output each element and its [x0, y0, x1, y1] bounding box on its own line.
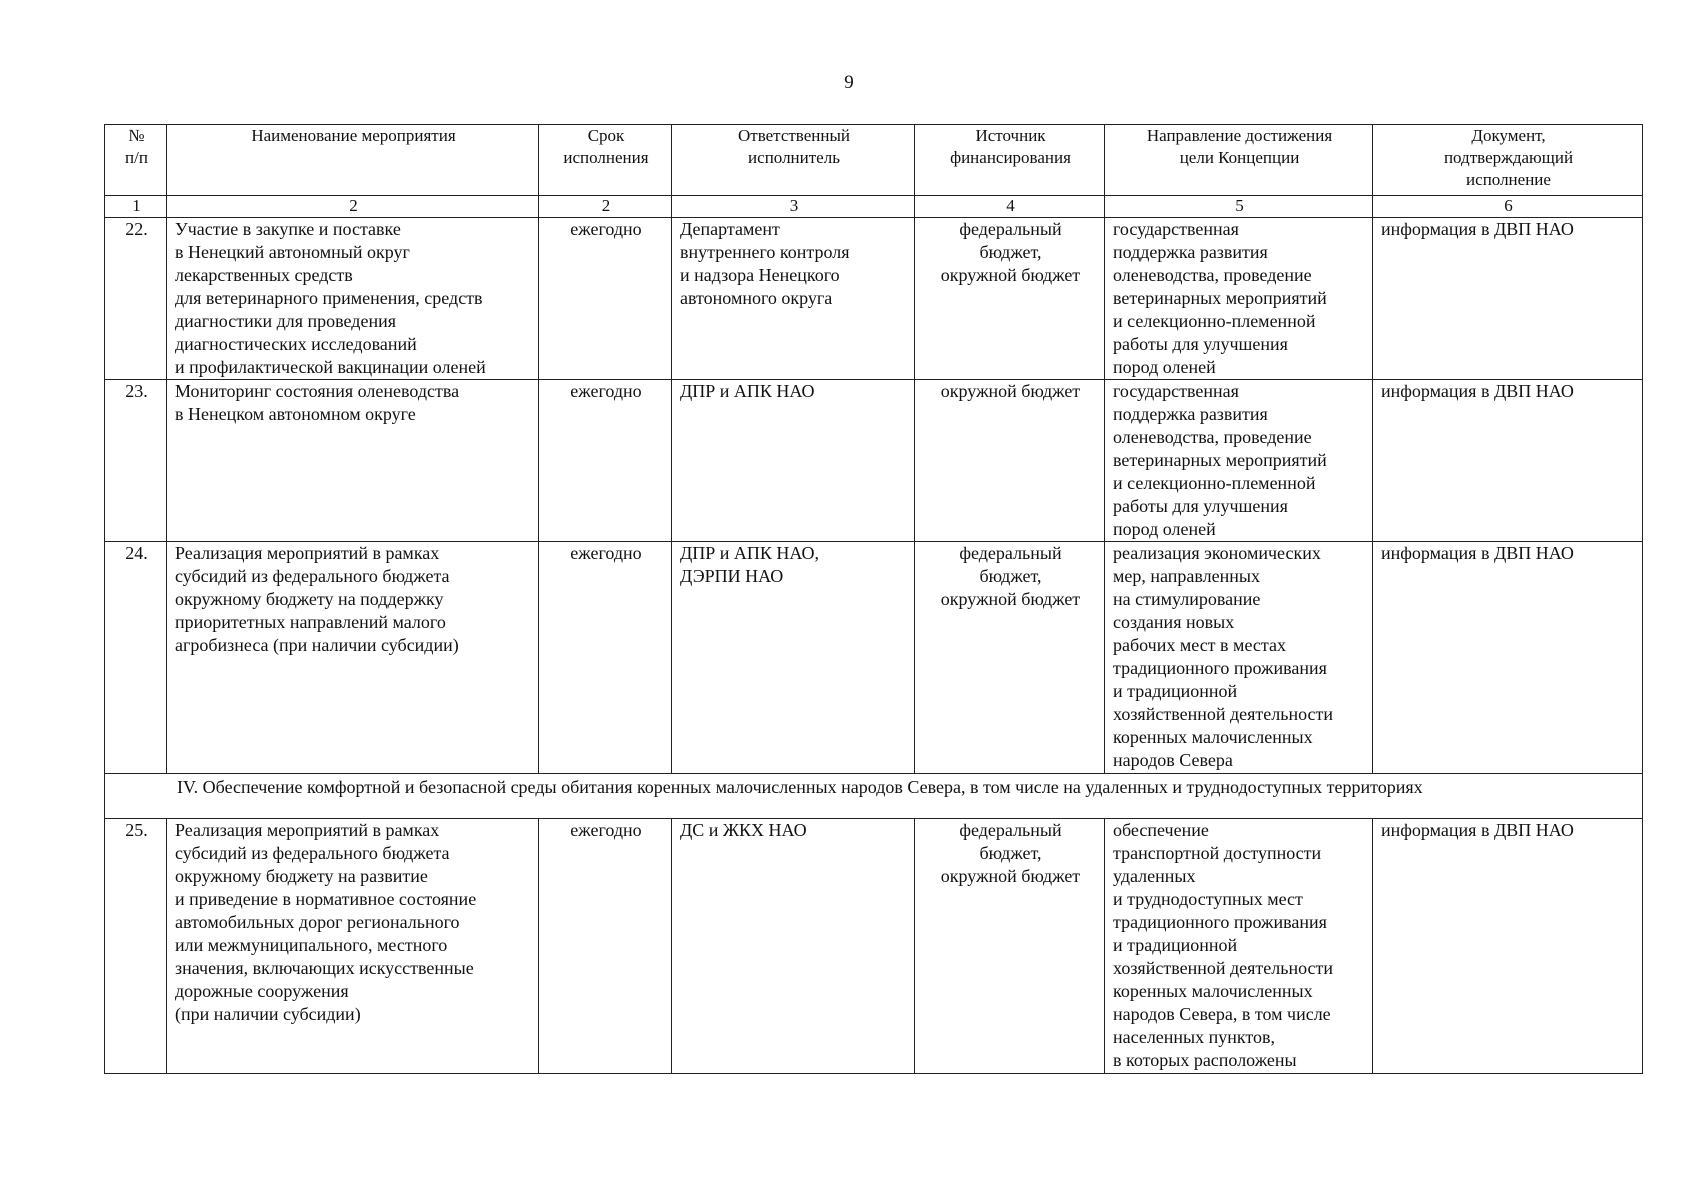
action-plan-table — [104, 124, 1643, 1074]
column-number: 4 — [915, 196, 1105, 218]
direction: обеспечение транспортной доступности удаленных и труднодоступных мест традиционного проживания и традиционной хозяйственной деятельности коренных малочисленных народов Севера, в том числе населенных пунктов, в которых расположены — [1105, 819, 1373, 1074]
funding-source: федеральный бюджет, окружной бюджет — [915, 542, 1105, 774]
funding-source: окружной бюджет — [915, 380, 1105, 542]
executor: Департамент внутреннего контроля и надзора Ненецкого автономного округа — [672, 218, 915, 380]
header-funding-source: Источник финансирования — [915, 125, 1105, 196]
row-number: 22. — [105, 218, 167, 380]
row-number: 24. — [105, 542, 167, 774]
column-number: 6 — [1373, 196, 1643, 218]
header-document: Документ, подтверждающий исполнение — [1373, 125, 1643, 196]
column-number: 2 — [539, 196, 672, 218]
document: информация в ДВП НАО — [1373, 218, 1643, 380]
term: ежегодно — [539, 819, 672, 1074]
header-direction: Направление достижения цели Концепции — [1105, 125, 1373, 196]
executor: ДПР и АПК НАО — [672, 380, 915, 542]
table-row — [105, 819, 1643, 1074]
header-event-name: Наименование мероприятия — [167, 125, 539, 196]
table-row — [105, 218, 1643, 380]
column-number: 5 — [1105, 196, 1373, 218]
event-name: Реализация мероприятий в рамках субсидий из федерального бюджета окружному бюджету на развитие и приведение в нормативное состояние автомобильных дорог регионального или межмуниципального, местного значения, включающих искусственные дорожные сооружения (при наличии субсидии) — [167, 819, 539, 1074]
funding-source: федеральный бюджет, окружной бюджет — [915, 218, 1105, 380]
header-number: № п/п — [105, 125, 167, 196]
table-header-row — [105, 125, 1643, 196]
document: информация в ДВП НАО — [1373, 542, 1643, 774]
direction: государственная поддержка развития оленеводства, проведение ветеринарных мероприятий и селекционно-племенной работы для улучшения пород оленей — [1105, 218, 1373, 380]
column-number: 3 — [672, 196, 915, 218]
term: ежегодно — [539, 218, 672, 380]
section-title: IV. Обеспечение комфортной и безопасной среды обитания коренных малочисленных народов Севера, в том числе на удаленных и труднодоступных территориях — [105, 774, 1643, 819]
executor: ДС и ЖКХ НАО — [672, 819, 915, 1074]
document: информация в ДВП НАО — [1373, 380, 1643, 542]
row-number: 23. — [105, 380, 167, 542]
direction: государственная поддержка развития оленеводства, проведение ветеринарных мероприятий и селекционно-племенной работы для улучшения пород оленей — [1105, 380, 1373, 542]
section-row — [105, 774, 1643, 819]
event-name: Мониторинг состояния оленеводства в Ненецком автономном округе — [167, 380, 539, 542]
executor: ДПР и АПК НАО, ДЭРПИ НАО — [672, 542, 915, 774]
column-number: 1 — [105, 196, 167, 218]
row-number: 25. — [105, 819, 167, 1074]
direction: реализация экономических мер, направленных на стимулирование создания новых рабочих мест в местах традиционного проживания и традиционной хозяйственной деятельности коренных малочисленных народов Севера — [1105, 542, 1373, 774]
page-number: 9 — [844, 72, 854, 93]
header-term: Срок исполнения — [539, 125, 672, 196]
term: ежегодно — [539, 542, 672, 774]
event-name: Реализация мероприятий в рамках субсидий из федерального бюджета окружному бюджету на поддержку приоритетных направлений малого агробизнеса (при наличии субсидии) — [167, 542, 539, 774]
document: информация в ДВП НАО — [1373, 819, 1643, 1074]
table-row — [105, 380, 1643, 542]
header-executor: Ответственный исполнитель — [672, 125, 915, 196]
table-row — [105, 542, 1643, 774]
term: ежегодно — [539, 380, 672, 542]
column-numbers-row — [105, 196, 1643, 218]
event-name: Участие в закупке и поставке в Ненецкий автономный округ лекарственных средств для ветеринарного применения, средств диагностики для проведения диагностических исследований и профилактической вакцинации оленей — [167, 218, 539, 380]
column-number: 2 — [167, 196, 539, 218]
funding-source: федеральный бюджет, окружной бюджет — [915, 819, 1105, 1074]
